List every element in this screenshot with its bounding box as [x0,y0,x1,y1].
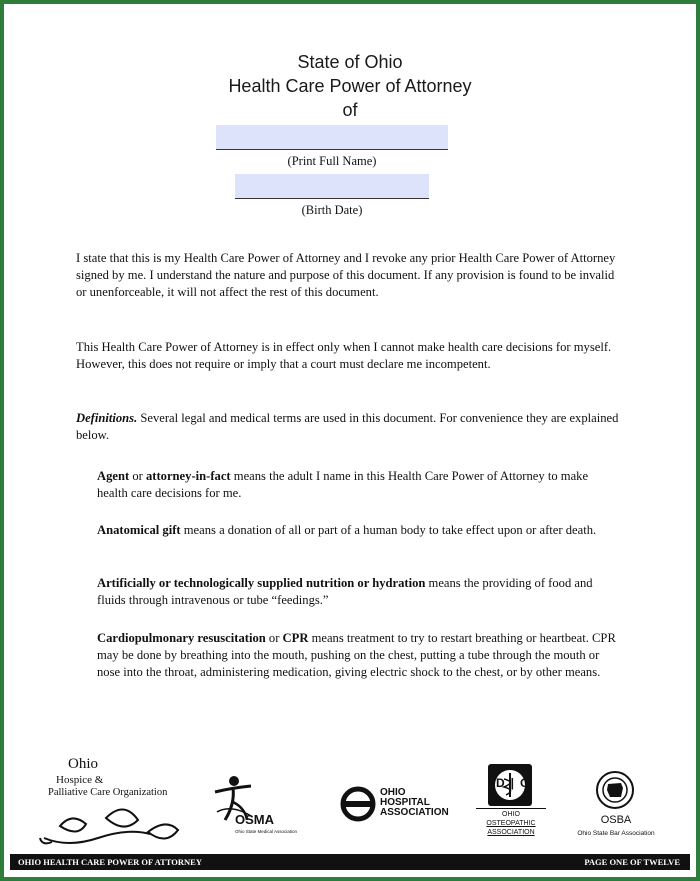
hospice-logo [34,752,194,852]
definition-agent [97,468,617,502]
ooa-logo-line2: OSTEOPATHIC [486,820,536,827]
page-footer [10,854,690,870]
document-page [4,4,696,877]
definition-nutrition-hydration [97,575,617,609]
definition-anatomical-gift [97,522,617,539]
definition-term: Artificially or technologically supplied nutrition or hydration [97,576,426,590]
hospice-logo-line1: Ohio [68,756,98,772]
definition-text: means a donation of all or part of a human body to take effect upon or after death. [180,523,597,537]
hospice-logo-line3: Palliative Care Organization [48,787,168,798]
osba-logo-name: OSBA [600,814,632,826]
osba-logo [564,770,668,844]
birth-date-caption: (Birth Date) [301,203,363,217]
ooa-mark: D|O [496,776,536,790]
ooa-logo-line1: OHIO [502,811,520,818]
oha-logo-line1: OHIO [380,787,406,798]
definition-text: means treatment to try to restart breathing or heartbeat. CPR may be done by breathing into the mouth, pushing on the chest, putting a tube through the mouth or nose into the throat, administering medication, giving electric shock to the chest, or by other means. [97,631,616,680]
ooa-logo [472,764,552,844]
osma-logo-sub: Ohio State Medical Association [235,829,298,834]
ooa-badge [488,764,536,806]
definition-text: means the providing of food and fluids through intravenous or tube “feedings.” [97,576,593,608]
leaf-vine-icon [38,798,188,850]
oha-logo [340,786,455,828]
definition-term: Anatomical gift [97,523,181,537]
full-name-field[interactable] [216,125,448,150]
definition-term: attorney-in-fact [145,469,231,483]
ohio-seal-icon [595,770,635,810]
osba-logo-sub: Ohio State Bar Association [577,830,655,837]
osma-logo-name: OSMA [235,812,274,827]
hospice-logo-line2: Hospice & [56,774,104,786]
definition-term: Agent [97,469,130,483]
definition-cpr [97,630,617,682]
full-name-caption: (Print Full Name) [287,154,377,168]
title-line-1: State of Ohio [297,52,403,72]
ooa-divider [476,808,546,809]
sponsor-logos [4,752,696,852]
definition-term: Cardiopulmonary resuscitation [97,631,266,645]
definitions-intro-text: Several legal and medical terms are used in this document. For convenience they are explained below. [76,411,619,443]
footer-document-title: OHIO HEALTH CARE POWER OF ATTORNEY [18,857,202,867]
definitions-heading: Definitions. [76,411,138,425]
document-title [4,50,696,122]
oha-logo-line2: HOSPITAL [380,797,430,808]
osma-logo [209,774,319,844]
title-line-2: Health Care Power of Attorney [228,76,472,96]
effectiveness-paragraph: This Health Care Power of Attorney is in effect only when I cannot make health care decisions for myself. However, this does not require or imply that a court must declare me incompetent. [76,340,612,372]
definition-connector: or [129,469,146,483]
definition-text: means the adult I name in this Health Care Power of Attorney to make health care decisions for me. [97,469,589,501]
oha-circle-icon [340,786,376,822]
definition-term: CPR [282,631,309,645]
definition-connector: or [265,631,283,645]
definitions-intro [76,410,624,444]
revocation-paragraph: I state that this is my Health Care Power of Attorney and I revoke any prior Health Care Power of Attorney signed by me. I understand the nature and purpose of this document. If any provision is found to be invalid or unenforceable, it will not affect the rest of this document. [76,251,616,300]
footer-page-number: PAGE ONE OF TWELVE [584,857,680,867]
oha-logo-line3: ASSOCIATION [380,807,449,818]
ooa-logo-line3: ASSOCIATION [487,829,535,836]
birth-date-field[interactable] [235,174,429,199]
title-line-3: of [342,100,358,120]
